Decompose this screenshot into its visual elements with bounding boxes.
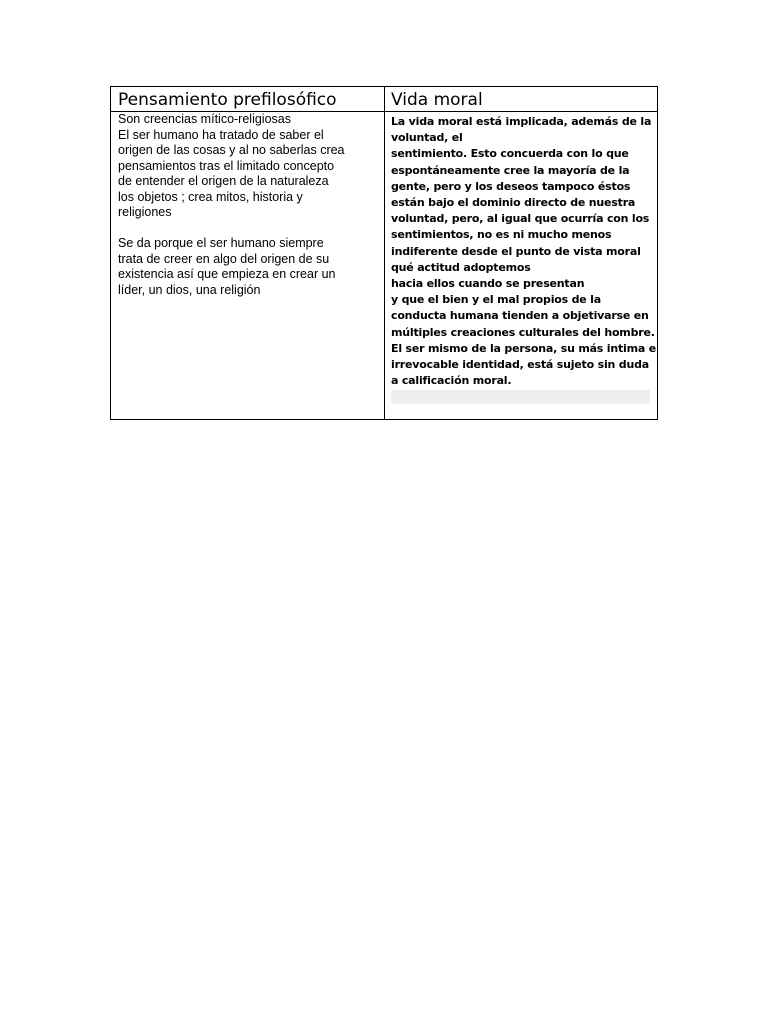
text-line: están bajo el dominio directo de nuestra xyxy=(391,196,636,210)
text-line: El ser humano ha tratado de saber el xyxy=(118,127,324,142)
text-line: múltiples creaciones culturales del hombre. xyxy=(391,325,655,339)
text-line: voluntad, pero, al igual que ocurría con los xyxy=(391,212,650,226)
text-line: de entender el origen de la naturaleza xyxy=(118,174,329,188)
cell-pensamiento-prefilosofico xyxy=(118,112,380,298)
text-line: pensamientos tras el limitado concepto xyxy=(118,158,335,173)
text-line: y que el bien y el mal propios de la xyxy=(391,293,601,307)
text-line: Son creencias mítico-religiosas xyxy=(118,112,291,126)
text-line: líder, un dios, una religión xyxy=(118,282,261,297)
text-line: Se da porque el ser humano siempre xyxy=(118,236,324,250)
text-line: El ser mismo de la persona, su más intima e xyxy=(391,341,656,355)
text-line: a calificación moral. xyxy=(391,374,512,388)
text-line: sentimiento. Esto concuerda con lo que xyxy=(391,147,629,161)
text-line: La vida moral está implicada, además de la xyxy=(391,115,652,128)
text-line: existencia así que empieza en crear un xyxy=(118,267,336,281)
text-line: espontáneamente cree la mayoría de la xyxy=(391,163,630,177)
text-line: hacia ellos cuando se presentan xyxy=(391,277,585,291)
text-line: qué actitud adoptemos xyxy=(391,260,531,274)
text-line: irrevocable identidad, está sujeto sin duda xyxy=(391,358,649,372)
column-divider xyxy=(384,87,385,419)
text-line: gente, pero y los deseos tampoco éstos xyxy=(391,179,631,193)
header-vida-moral: Vida moral xyxy=(391,90,483,110)
text-line: los objetos ; crea mitos, historia y xyxy=(118,189,303,204)
comparison-table xyxy=(110,86,658,420)
text-line: trata de creer en algo del origen de su xyxy=(118,251,330,266)
header-pensamiento-prefilosofico: Pensamiento prefilosófico xyxy=(118,90,337,110)
shaded-empty-line xyxy=(391,390,650,404)
text-line: indiferente desde el punto de vista moral xyxy=(391,244,641,258)
text-line: origen de las cosas y al no saberlas crea xyxy=(118,143,345,157)
text-line: conducta humana tienden a objetivarse en xyxy=(391,309,649,323)
cell-vida-moral xyxy=(391,114,656,389)
text-line: religiones xyxy=(118,205,172,219)
text-line: sentimientos, no es ni mucho menos xyxy=(391,228,612,242)
paragraph-gap xyxy=(118,221,380,237)
text-line: voluntad, el xyxy=(391,131,463,145)
